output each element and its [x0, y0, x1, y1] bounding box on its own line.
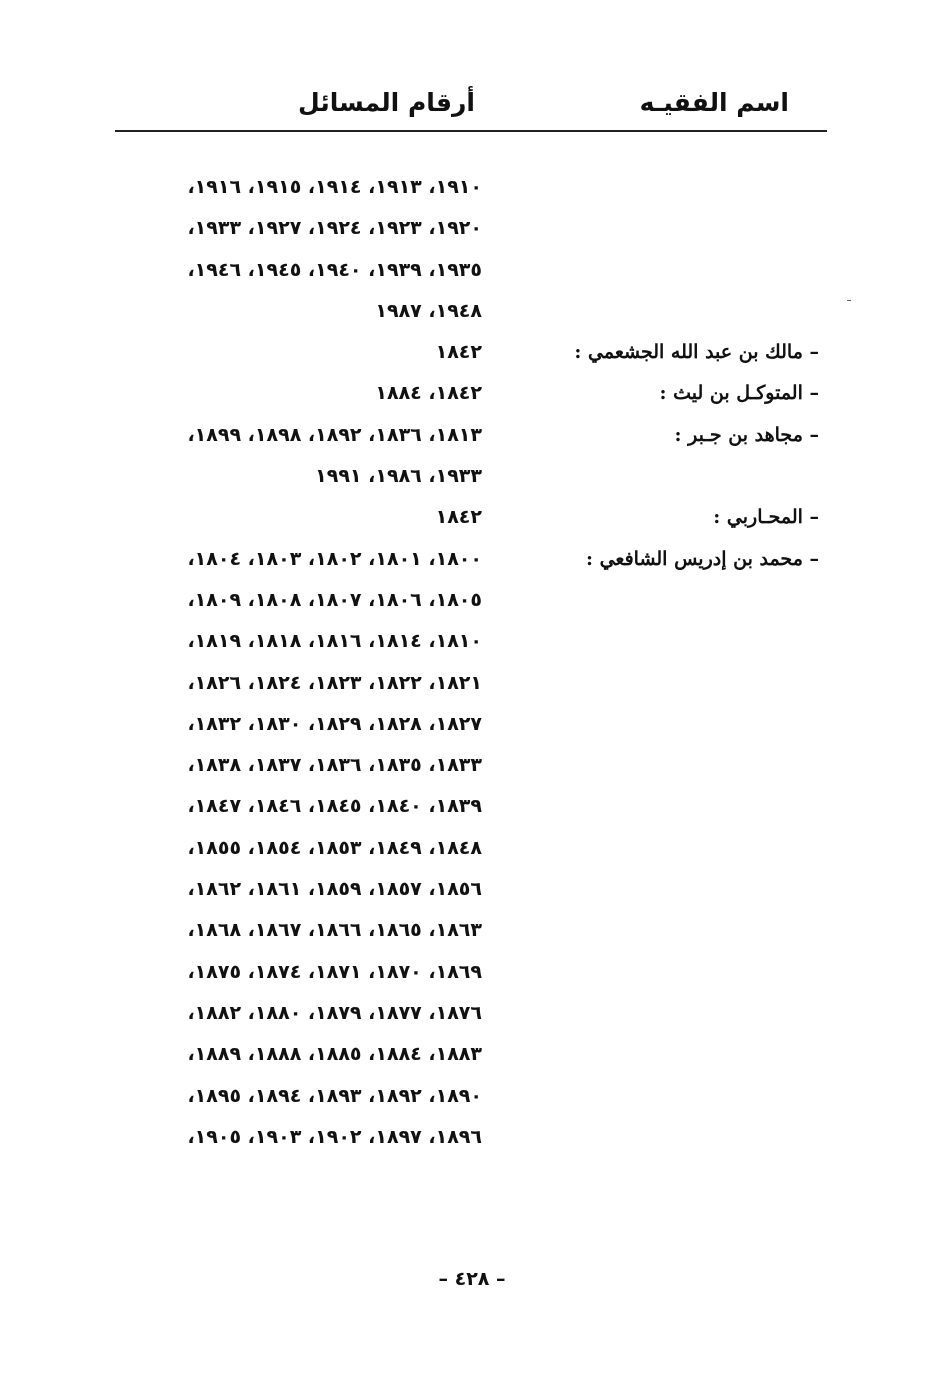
page-number: – ٤٢٨ – — [438, 1268, 506, 1290]
issue-numbers: ١٨٤٢، ١٨٨٤ — [375, 382, 482, 405]
issue-numbers: ١٨٣٣، ١٨٣٥، ١٨٣٦، ١٨٣٧، ١٨٣٨، — [187, 754, 482, 777]
issue-numbers: ١٨٣٩، ١٨٤٠، ١٨٤٥، ١٨٤٦، ١٨٤٧، — [187, 795, 482, 818]
index-row — [0, 833, 944, 874]
issue-numbers: ١٨٦٣، ١٨٦٥، ١٨٦٦، ١٨٦٧، ١٨٦٨، — [187, 919, 482, 942]
index-row — [0, 915, 944, 956]
index-row — [0, 626, 944, 667]
header-rule — [115, 130, 827, 132]
index-row — [0, 1081, 944, 1122]
issue-numbers: ١٨٢٧، ١٨٢٨، ١٨٢٩، ١٨٣٠، ١٨٣٢، — [187, 712, 482, 735]
index-row — [0, 296, 944, 337]
issue-numbers: ١٩٣٣، ١٩٨٦، ١٩٩١ — [315, 465, 482, 488]
issue-numbers: ١٨٥٦، ١٨٥٧، ١٨٥٩، ١٨٦١، ١٨٦٢، — [187, 878, 482, 901]
issue-numbers: ١٨٦٩، ١٨٧٠، ١٨٧١، ١٨٧٤، ١٨٧٥، — [187, 960, 482, 983]
table-header — [115, 86, 827, 126]
issue-numbers: ١٩٣٥، ١٩٣٩، ١٩٤٠، ١٩٤٥، ١٩٤٦، — [187, 258, 482, 281]
issue-numbers: ١٩٢٠، ١٩٢٣، ١٩٢٤، ١٩٢٧، ١٩٣٣، — [187, 217, 482, 240]
index-row — [0, 172, 944, 213]
index-row — [0, 874, 944, 915]
issue-numbers: ١٨١٣، ١٨٣٦، ١٨٩٢، ١٨٩٨، ١٨٩٩، — [187, 423, 482, 446]
index-row — [0, 378, 944, 419]
issue-numbers: ١٨١٠، ١٨١٤، ١٨١٦، ١٨١٨، ١٨١٩، — [187, 630, 482, 653]
issue-numbers: ١٨٠٥، ١٨٠٦، ١٨٠٧، ١٨٠٨، ١٨٠٩، — [187, 588, 482, 611]
index-row — [0, 255, 944, 296]
issue-numbers: ١٨٨٣، ١٨٨٤، ١٨٨٥، ١٨٨٨، ١٨٨٩، — [187, 1043, 482, 1066]
issue-numbers: ١٨٧٦، ١٨٧٧، ١٨٧٩، ١٨٨٠، ١٨٨٢، — [187, 1001, 482, 1024]
index-row — [0, 420, 944, 461]
issue-numbers: ١٨٢١، ١٨٢٢، ١٨٢٣، ١٨٢٤، ١٨٢٦، — [187, 671, 482, 694]
index-row — [0, 957, 944, 998]
index-row — [0, 461, 944, 502]
issue-numbers: ١٨٩٠، ١٨٩٢، ١٨٩٣، ١٨٩٤، ١٨٩٥، — [187, 1084, 482, 1107]
index-row — [0, 791, 944, 832]
jurist-name: – مالك بن عبد الله الجشعمي : — [574, 341, 819, 364]
jurist-name: – محمد بن إدريس الشافعي : — [585, 547, 819, 570]
issue-numbers: ١٨٤٢ — [435, 506, 482, 529]
issue-numbers: ١٨٤٢ — [435, 341, 482, 364]
issue-numbers: ١٩٤٨، ١٩٨٧ — [375, 299, 482, 322]
index-row — [0, 998, 944, 1039]
jurist-name: – المحـاربي : — [713, 506, 819, 529]
header-issue-numbers: أرقام المسائل — [298, 88, 475, 117]
jurist-name: – مجاهد بن جـبر : — [674, 423, 819, 446]
index-row — [0, 213, 944, 254]
index-row — [0, 1039, 944, 1080]
issue-numbers: ١٨٤٨، ١٨٤٩، ١٨٥٣، ١٨٥٤، ١٨٥٥، — [187, 836, 482, 859]
index-row — [0, 750, 944, 791]
index-row — [0, 1122, 944, 1163]
index-list — [0, 172, 944, 1163]
issue-numbers: ١٨٠٠، ١٨٠١، ١٨٠٢، ١٨٠٣، ١٨٠٤، — [187, 547, 482, 570]
index-row — [0, 709, 944, 750]
header-jurist-name: اسم الفقيـه — [639, 88, 789, 117]
index-row — [0, 502, 944, 543]
index-row — [0, 544, 944, 585]
index-row — [0, 337, 944, 378]
jurist-name: – المتوكـل بن ليث : — [659, 382, 819, 405]
index-row — [0, 585, 944, 626]
issue-numbers: ١٨٩٦، ١٨٩٧، ١٩٠٢، ١٩٠٣، ١٩٠٥، — [187, 1125, 482, 1148]
index-row — [0, 668, 944, 709]
issue-numbers: ١٩١٠، ١٩١٣، ١٩١٤، ١٩١٥، ١٩١٦، — [187, 176, 482, 198]
